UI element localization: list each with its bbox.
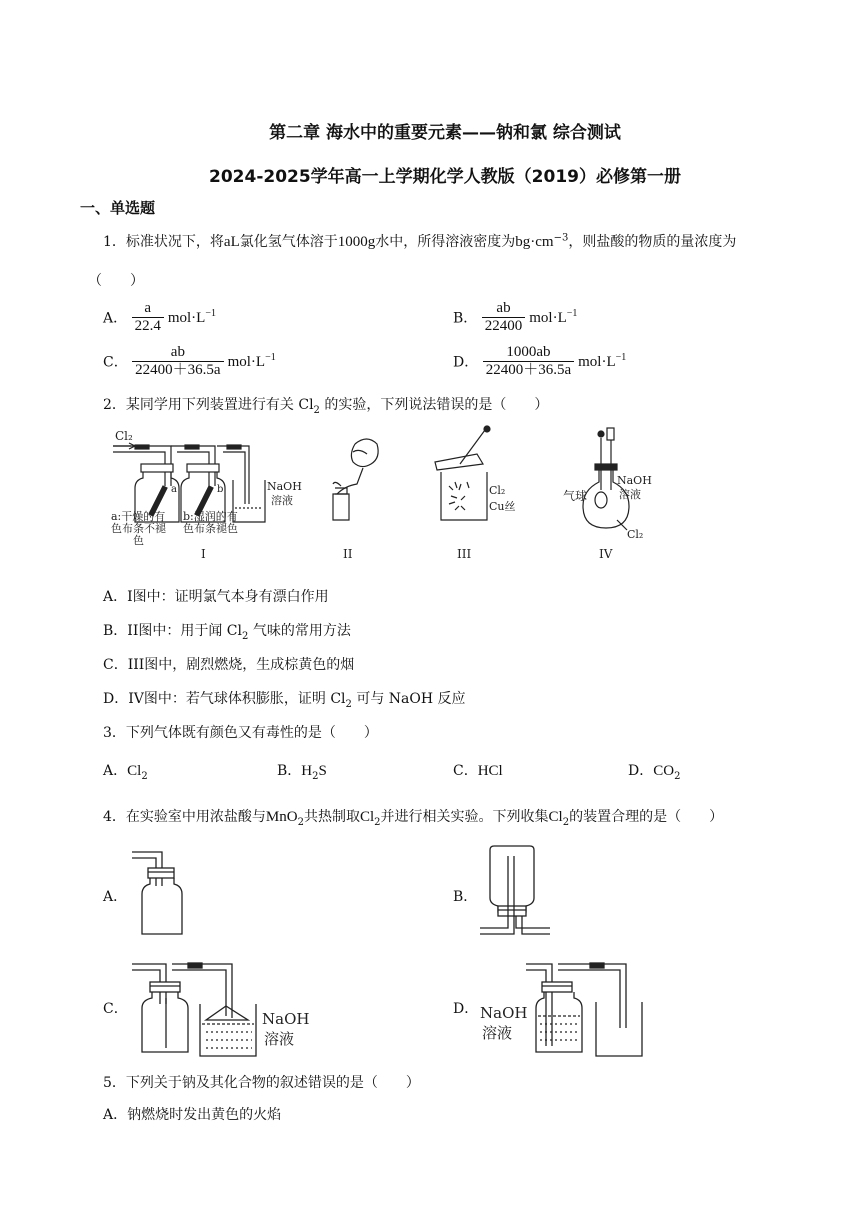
- q2-option-b[interactable]: B．II图中：用于闻 $Cl_2$ 气味的常用方法: [103, 623, 351, 642]
- svg-text:I: I: [201, 547, 206, 561]
- question-5-stem: 5．下列关于钠及其化合物的叙述错误的是（ ）: [103, 1075, 420, 1091]
- q4-option-b[interactable]: B．: [453, 889, 478, 905]
- q2-option-d[interactable]: D．IV图中：若气球体积膨胀，证明 $Cl_2$ 可与 NaOH 反应: [103, 691, 466, 710]
- q4-figure-c: [128, 958, 328, 1058]
- question-2-figure: [105, 424, 665, 570]
- cl2-inlet-label: Cl₂: [115, 429, 133, 443]
- question-4-stem: 4．在实验室中用浓盐酸与MnO$_2$共热制取$Cl_2$并进行相关实验。下列收集$Cl_2$的装置合理的是（ ）: [103, 809, 724, 828]
- q4-option-a[interactable]: A．: [103, 889, 128, 905]
- q4-option-d[interactable]: D．: [453, 1001, 479, 1017]
- svg-text:色布条不褪: 色布条不褪: [111, 522, 166, 535]
- apparatus-iii: [435, 426, 516, 561]
- svg-text:色: 色: [133, 534, 144, 547]
- q1-option-c[interactable]: C． $\frac{ab}{22400+36.5a}$ $mol\cdot L^{-1}$: [103, 344, 276, 378]
- document-subtitle: 2024-2025学年高一上学期化学人教版（2019）必修第一册: [209, 167, 681, 187]
- q4-figure-a: [128, 846, 208, 940]
- svg-text:IV: IV: [599, 547, 613, 561]
- q1-option-d[interactable]: D． $\frac{1000ab}{22400+36.5a}$ $mol\cdot L^{-1}$: [453, 344, 627, 378]
- svg-text:a: a: [171, 484, 177, 495]
- svg-text:III: III: [457, 547, 472, 561]
- svg-text:溶液: 溶液: [619, 488, 641, 501]
- q3-option-d[interactable]: D．$CO_2$: [628, 763, 681, 782]
- svg-text:溶液: 溶液: [264, 1030, 295, 1048]
- svg-text:a:干燥的有: a:干燥的有: [111, 510, 166, 523]
- q4-figure-b: [478, 842, 558, 942]
- svg-text:b:湿润的有: b:湿润的有: [183, 510, 238, 523]
- q2-option-a[interactable]: A．I图中：证明氯气本身有漂白作用: [103, 589, 329, 605]
- q5-option-a[interactable]: A．钠燃烧时发出黄色的火焰: [103, 1107, 282, 1123]
- svg-text:溶液: 溶液: [482, 1024, 513, 1042]
- svg-text:II: II: [343, 547, 353, 561]
- apparatus-iv: [563, 428, 652, 561]
- svg-text:NaOH: NaOH: [267, 480, 302, 493]
- q3-option-a[interactable]: A．$Cl_2$: [103, 763, 148, 782]
- svg-text:气球: 气球: [563, 489, 588, 503]
- svg-text:溶液: 溶液: [271, 494, 293, 507]
- q4-figure-d: [478, 958, 648, 1058]
- q1-option-b[interactable]: B． $\frac{ab}{22400}$ $mol\cdot L^{-1}$: [453, 300, 578, 334]
- q3-option-c[interactable]: C．HCl: [453, 763, 503, 779]
- svg-text:NaOH: NaOH: [480, 1004, 528, 1022]
- question-1-paren: （ ）: [88, 273, 144, 289]
- svg-text:NaOH: NaOH: [617, 474, 652, 487]
- svg-text:色布条褪色: 色布条褪色: [183, 522, 238, 535]
- q2-option-c[interactable]: C．III图中，剧烈燃烧，生成棕黄色的烟: [103, 657, 355, 673]
- q3-option-b[interactable]: B．$H_2S$: [277, 763, 327, 782]
- svg-text:NaOH: NaOH: [262, 1010, 310, 1028]
- q1-option-a[interactable]: A． $\frac{a}{22.4}$ $mol\cdot L^{-1}$: [103, 300, 216, 334]
- svg-text:Cl₂: Cl₂: [627, 528, 644, 541]
- svg-text:Cu丝: Cu丝: [489, 500, 516, 513]
- question-3-stem: 3．下列气体既有颜色又有毒性的是（ ）: [103, 725, 378, 741]
- svg-text:Cl₂: Cl₂: [489, 484, 506, 497]
- section-heading: 一、单选题: [80, 199, 156, 217]
- svg-text:b: b: [217, 484, 224, 495]
- question-2-stem: 2．某同学用下列装置进行有关 $Cl_2$ 的实验，下列说法错误的是（ ）: [103, 397, 549, 416]
- document-title: 第二章 海水中的重要元素——钠和氯 综合测试: [269, 123, 621, 143]
- q4-option-c[interactable]: C．: [103, 1001, 128, 1017]
- apparatus-i: [111, 429, 302, 561]
- question-1-stem: 1．标准状况下，将aL氯化氢气体溶于1000g水中，所得溶液密度为$bg\cdot cm^{-3}$，则盐酸的物质的量浓度为: [103, 232, 737, 250]
- apparatus-ii: [333, 439, 378, 561]
